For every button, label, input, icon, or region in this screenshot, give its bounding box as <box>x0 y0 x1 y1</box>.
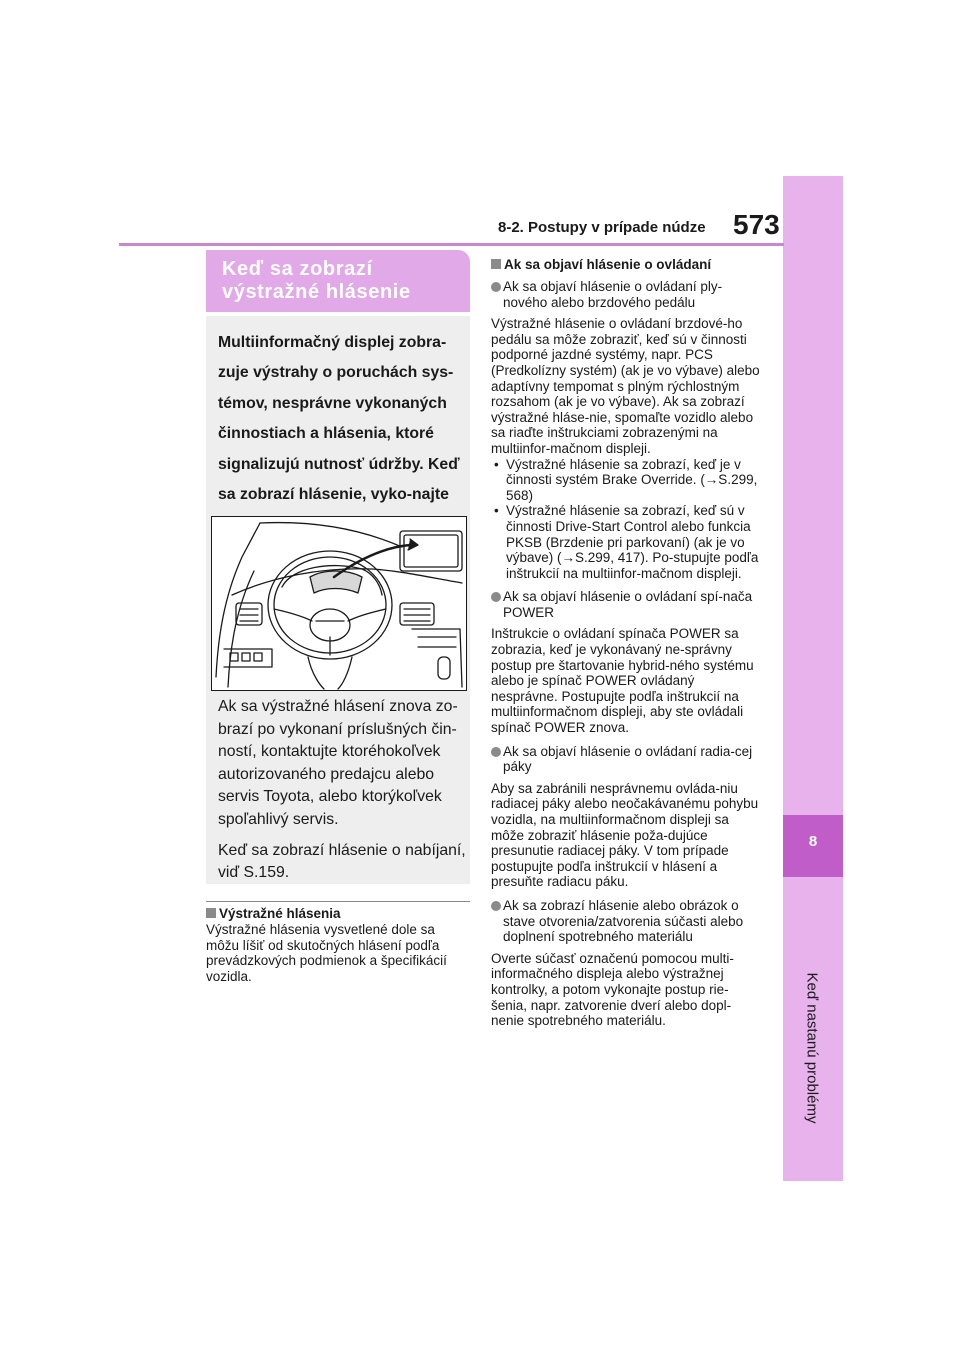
page-number: 573 <box>733 209 780 240</box>
operation-message-section <box>491 256 761 1029</box>
panel-body <box>206 316 470 884</box>
section-header-title: 8-2. Postupy v prípade núdze <box>498 219 706 236</box>
sub-list-item <box>491 503 761 581</box>
paragraph: Inštrukcie o ovládaní spínača POWER sa zobrazia, keď je vykonávaný ne-správny postup pre štartovanie hybrid-ného systému alebo je spínač POWER ovládaný nesprávne. Postupujte podľa inštrukcií na multiinformačnom displeji, aby ste ovládali spínač POWER znova. <box>491 626 754 736</box>
round-bullet-icon <box>491 592 501 602</box>
square-bullet-icon <box>206 908 216 918</box>
round-bullet-icon <box>491 747 501 757</box>
dashboard-illustration <box>211 516 467 691</box>
panel-note-1: Ak sa výstražné hlásení znova zo-brazí po vykonaní príslušných čin-ností, kontaktujte ktoréhokoľvek autorizovaného predajcu alebo servis Toyota, alebo ktorýkoľvek spoľahlivý servis. <box>218 698 458 828</box>
panel-notes <box>218 696 468 885</box>
sub-list-item-text: Výstražné hlásenie sa zobrazí, keď je v činnosti systém Brake Override. (→S.299, 568) <box>506 456 758 503</box>
list-item-text: Ak sa zobrazí hlásenie alebo obrázok o stave otvorenia/zatvorenia súčasti alebo doplnení spotrebného materiálu <box>503 897 744 945</box>
panel-heading: Keď sa zobrazí výstražné hlásenie <box>222 258 411 303</box>
sub-bullet: • <box>494 456 499 472</box>
section-heading <box>491 256 761 273</box>
list-item-text: Ak sa objaví hlásenie o ovládaní ply-nového alebo brzdového pedálu <box>503 279 723 310</box>
warning-messages-section <box>206 905 470 984</box>
panel-heading-box <box>206 250 470 312</box>
header-rule <box>119 243 784 246</box>
sub-bullet: • <box>494 503 499 519</box>
dashboard-drawing <box>212 517 466 690</box>
round-bullet-icon <box>491 282 501 292</box>
round-bullet-icon <box>491 901 501 911</box>
square-bullet-icon <box>491 259 501 269</box>
panel-note-2: Keď sa zobrazí hlásenie o nabíjaní, viď S.159. <box>218 841 466 882</box>
list-item <box>491 744 761 775</box>
list-item <box>491 279 761 310</box>
paragraph: Aby sa zabránili nesprávnemu ovláda-niu radiacej páky alebo neočakávanému pohybu vozidla, na multiinformačnom displeji sa môže zobraziť hlásenie poža-dujúce presunutie radiacej páky. V tom prípade postupujte podľa inštrukcií v hlásení a presuňte radiacu páku. <box>491 780 759 890</box>
section-heading <box>206 905 470 922</box>
list-item <box>491 898 761 945</box>
list-item-text: Ak sa objaví hlásenie o ovládaní radia-cej páky <box>503 743 753 775</box>
panel-divider <box>206 901 470 902</box>
chapter-number: 8 <box>808 833 818 850</box>
chapter-label: Keď nastanú problémy <box>803 972 821 1124</box>
list-item <box>491 589 761 620</box>
section-heading-text: Ak sa objaví hlásenie o ovládaní <box>504 257 712 272</box>
list-item-text: Ak sa objaví hlásenie o ovládaní spí-nača POWER <box>503 589 753 620</box>
section-heading-text: Výstražné hlásenia <box>219 906 341 921</box>
paragraph: Výstražné hlásenie o ovládaní brzdové-ho pedálu sa môže zobraziť, keď sú v činnosti podporné jazdné systémy, napr. PCS (Predkolízny systém) (ak je vo výbave) alebo adaptívny tempomat s plným rýchlostným rozsahom (ak je vo výbave). Ak sa zobrazí výstražné hláse-nie, spomaľte vozidlo alebo sa riaďte inštrukciami zobrazenými na multiinfor-mačnom displeji. <box>491 316 760 456</box>
sub-list-item <box>491 457 761 504</box>
paragraph: Overte súčasť označenú pomocou multi-informačného displeja alebo výstražnej kontrolky, a potom vykonajte postup rie-šenia, napr. zatvorenie dverí alebo dopl-nenie spotrebného materiálu. <box>491 950 734 1029</box>
panel-intro-text: Multiinformačný displej zobra-zuje výstrahy o poruchách sys-témov, nesprávne vykonaných činnostiach a hlásenia, ktoré signalizujú nutnosť údržby. Keď sa zobrazí hlásenie, vyko-najte <box>218 334 460 504</box>
section-text: Výstražné hlásenia vysvetlené dole sa môžu líšiť od skutočných hlásení podľa prevádzkových podmienok a špecifikácií vozidla. <box>206 922 447 984</box>
sub-list-item-text: Výstražné hlásenie sa zobrazí, keď sú v činnosti Drive-Start Control alebo funkcia PKSB (Brzdenie pri parkovaní) (ak je vo výbave) (→S.299, 417). Po-stupujte podľa inštrukcií na multiinfor-mačnom displeji. <box>506 503 759 581</box>
